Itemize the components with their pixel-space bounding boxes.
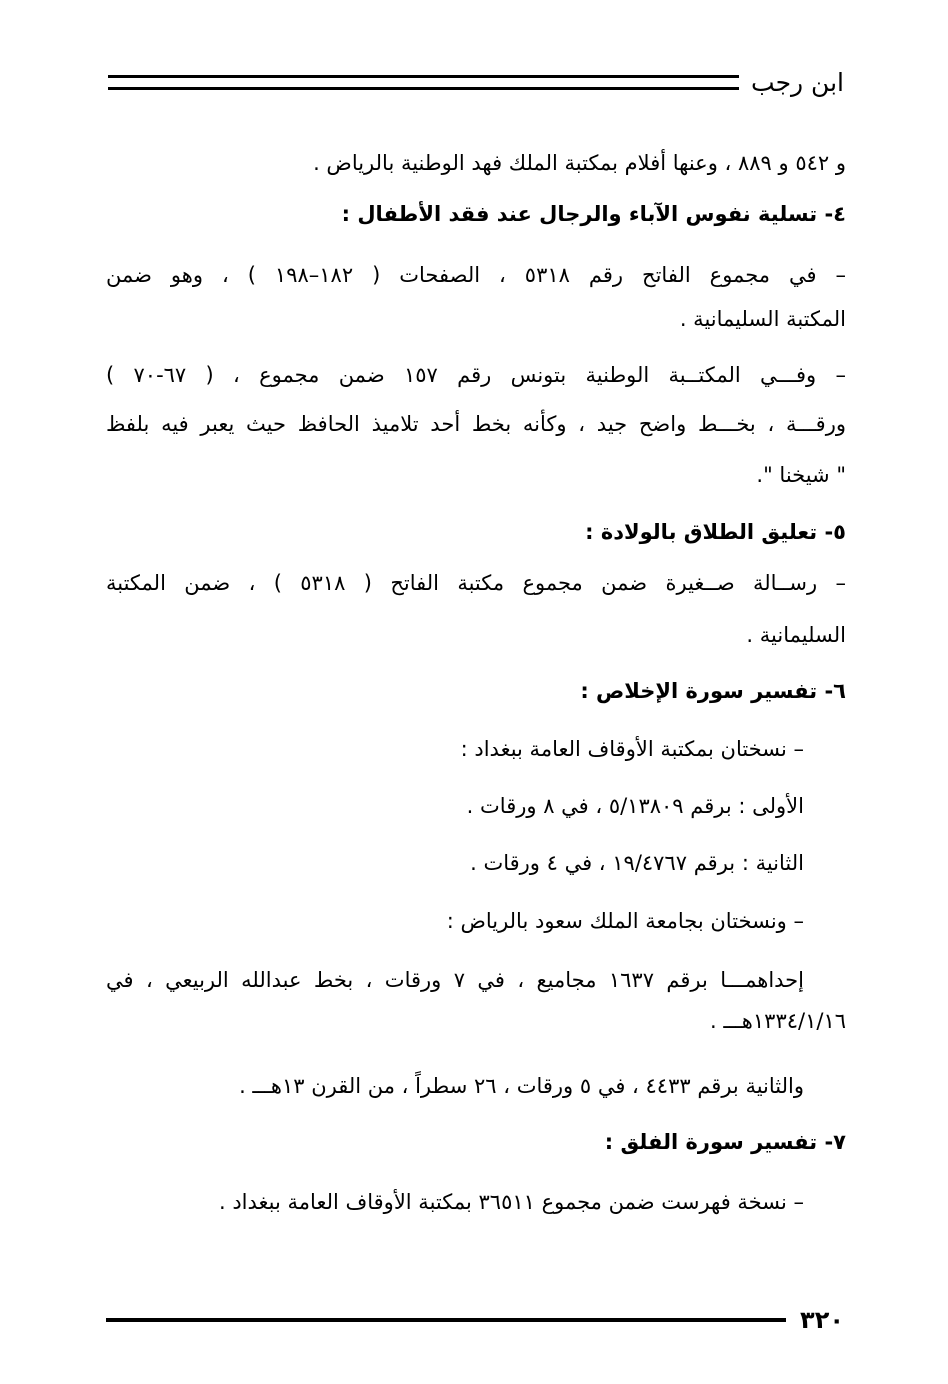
- body-line: ورقـــة ، بخـــط واضح جيد ، وكأنه بخط أحد تلاميذ الحافظ حيث يعبر فيه بلفظ: [106, 412, 846, 436]
- body-line: الثانية : برقم ١٩/٤٧٦٧ ، في ٤ ورقات .: [470, 851, 804, 875]
- body-line: إحداهمـــا برقم ١٦٣٧ مجاميع ، في ٧ ورقات ، بخط عبدالله الربيعي ، في: [106, 968, 804, 992]
- body-line: والثانية برقم ٤٤٣٣ ، في ٥ ورقات ، ٢٦ سطراً ، من القرن ١٣هـــ .: [239, 1074, 804, 1098]
- body-line: " شيخنا ".: [756, 463, 846, 487]
- section-heading-5: ٥- تعليق الطلاق بالولادة :: [585, 520, 846, 544]
- section-heading-4: ٤- تسلية نفوس الآباء والرجال عند فقد الأطفال :: [341, 202, 846, 226]
- body-line: – في مجموع الفاتح رقم ٥٣١٨ ، الصفحات ( ١٨٢–١٩٨ ) ، وهو ضمن: [106, 263, 846, 287]
- section-heading-7: ٧- تفسير سورة الفلق :: [604, 1130, 846, 1154]
- body-line: – وفـــي المكتــبة الوطنية بتونس رقم ١٥٧ ضمن مجموع ، ( ٦٧-٧٠ ): [106, 363, 846, 387]
- page-footer: [106, 1300, 844, 1340]
- body-line: – نسختان بمكتبة الأوقاف العامة ببغداد :: [460, 737, 804, 761]
- body-line: الأولى : برقم ٥/١٣٨٠٩ ، في ٨ ورقات .: [466, 794, 804, 818]
- body-line: – ونسختان بجامعة الملك سعود بالرياض :: [446, 909, 804, 933]
- page-number: ٣٢٠: [800, 1306, 844, 1334]
- body-line: المكتبة السليمانية .: [679, 307, 846, 331]
- running-head-title: ابن رجب: [751, 67, 844, 97]
- body-line: و ٥٤٢ و ٨٨٩ ، وعنها أفلام بمكتبة الملك فهد الوطنية بالرياض .: [313, 151, 846, 175]
- page-body: [106, 148, 846, 1231]
- header-double-rule: [108, 75, 739, 90]
- body-line: – نسخة فهرست ضمن مجموع ٣٦٥١١ بمكتبة الأوقاف العامة ببغداد .: [218, 1190, 804, 1214]
- section-heading-6: ٦- تفسير سورة الإخلاص :: [580, 679, 846, 703]
- body-line: ١٣٣٤/١/١٦هـــ .: [710, 1009, 846, 1033]
- footer-rule: [106, 1318, 786, 1322]
- body-line: – رســالة صــغيرة ضمن مجموع مكتبة الفاتح ( ٥٣١٨ ) ، ضمن المكتبة: [106, 571, 846, 595]
- body-line: السليمانية .: [746, 623, 846, 647]
- page-header: [108, 62, 844, 102]
